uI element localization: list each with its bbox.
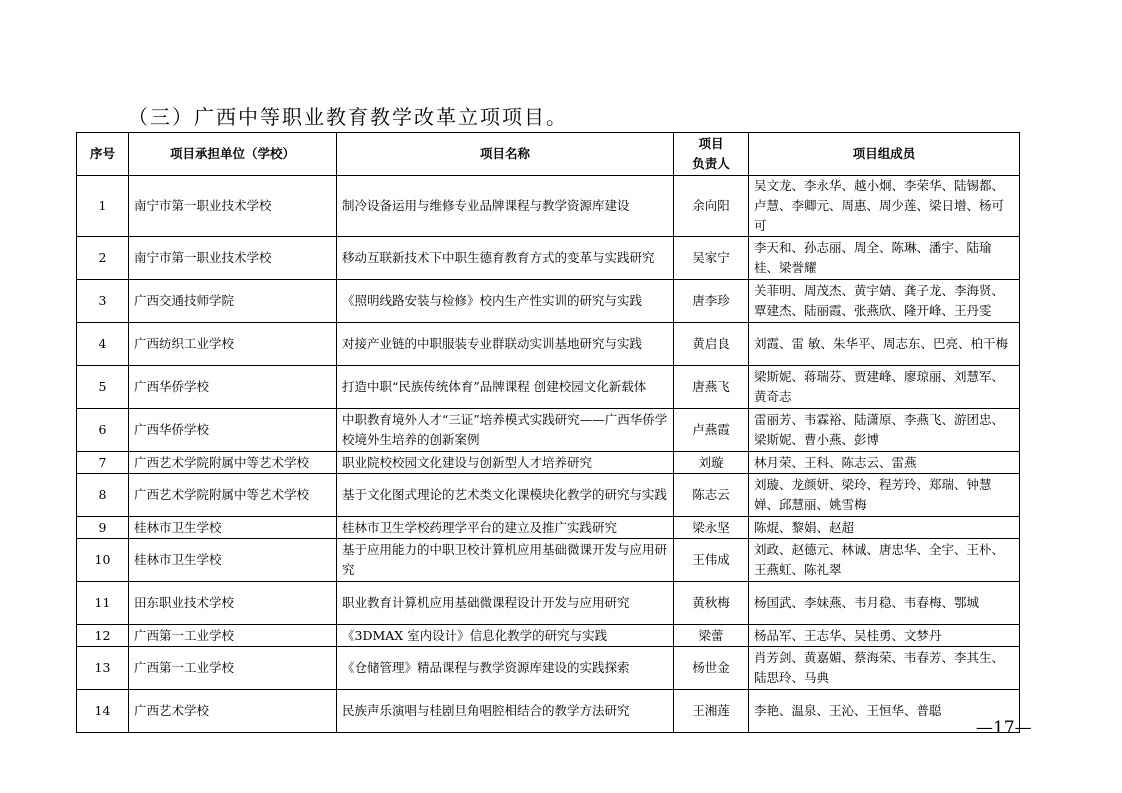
cell-members: 李艳、温泉、王沁、王恒华、普聪: [749, 690, 1020, 733]
table-row: [77, 690, 1020, 733]
cell-no: 9: [77, 517, 129, 539]
cell-no: 12: [77, 625, 129, 647]
cell-members: 刘璇、龙颜妍、梁玲、程芳玲、郑瑞、钟慧婵、邱慧丽、姚雪梅: [749, 474, 1020, 517]
cell-project-name: 对接产业链的中职服装专业群联动实训基地研究与实践: [337, 323, 674, 366]
cell-lead: 刘璇: [674, 452, 749, 474]
cell-lead: 王湘莲: [674, 690, 749, 733]
cell-school: 广西艺术学院附属中等艺术学校: [129, 474, 337, 517]
cell-school: 广西第一工业学校: [129, 647, 337, 690]
cell-lead: 唐李珍: [674, 280, 749, 323]
cell-project-name: 《照明线路安装与检修》校内生产性实训的研究与实践: [337, 280, 674, 323]
table-row: [77, 323, 1020, 366]
cell-members: 肖芳剑、黄嘉媚、蔡海荣、韦春芳、李其生、陆思玲、马典: [749, 647, 1020, 690]
cell-project-name: 基于应用能力的中职卫校计算机应用基础微课开发与应用研究: [337, 539, 674, 582]
cell-school: 广西第一工业学校: [129, 625, 337, 647]
cell-lead: 吴家宁: [674, 237, 749, 280]
header-lead-line1: 项目: [698, 136, 724, 151]
cell-members: 刘政、赵德元、林诚、唐忠华、全宇、王朴、王燕虹、陈礼翠: [749, 539, 1020, 582]
cell-project-name: 基于文化图式理论的艺术类文化课模块化教学的研究与实践: [337, 474, 674, 517]
header-lead: [674, 133, 749, 176]
cell-lead: 余向阳: [674, 176, 749, 237]
table-row: [77, 582, 1020, 625]
table-row: [77, 517, 1020, 539]
cell-school: 广西华侨学校: [129, 409, 337, 452]
table-row: [77, 280, 1020, 323]
header-no: 序号: [77, 133, 129, 176]
cell-project-name: 制冷设备运用与维修专业品牌课程与教学资源库建设: [337, 176, 674, 237]
cell-lead: 杨世金: [674, 647, 749, 690]
table-row: [77, 409, 1020, 452]
page-number: —17—: [976, 718, 1032, 738]
header-lead-line2: 负责人: [692, 156, 730, 171]
header-project-name: 项目名称: [337, 133, 674, 176]
cell-lead: 唐燕飞: [674, 366, 749, 409]
projects-table: [76, 132, 1020, 733]
cell-members: 杨品军、王志华、吴桂勇、文梦丹: [749, 625, 1020, 647]
cell-no: 8: [77, 474, 129, 517]
cell-no: 13: [77, 647, 129, 690]
table-row: [77, 452, 1020, 474]
cell-lead: 黄秋梅: [674, 582, 749, 625]
table-row: [77, 474, 1020, 517]
section-heading: （三）广西中等职业教育教学改革立项项目。: [128, 105, 568, 129]
cell-members: 关菲明、周茂杰、黄宇婧、龚子龙、李海贤、覃建杰、陆丽霞、张燕欣、隆开峰、王丹雯: [749, 280, 1020, 323]
table-row: [77, 366, 1020, 409]
cell-project-name: 打造中职“民族传统体育”品牌课程 创建校园文化新载体: [337, 366, 674, 409]
table-row: [77, 539, 1020, 582]
cell-members: 吴文龙、李永华、越小炯、李荣华、陆锡都、卢慧、李卿元、周惠、周少莲、梁日增、杨可可: [749, 176, 1020, 237]
cell-no: 11: [77, 582, 129, 625]
cell-project-name: 职业教育计算机应用基础微课程设计开发与应用研究: [337, 582, 674, 625]
table-row: [77, 176, 1020, 237]
cell-project-name: 移动互联新技术下中职生德育教育方式的变革与实践研究: [337, 237, 674, 280]
cell-no: 3: [77, 280, 129, 323]
cell-members: 李天和、孙志丽、周全、陈琳、潘宇、陆瑜桂、梁誉耀: [749, 237, 1020, 280]
cell-lead: 黄启良: [674, 323, 749, 366]
cell-school: 广西华侨学校: [129, 366, 337, 409]
cell-project-name: 《3DMAX 室内设计》信息化教学的研究与实践: [337, 625, 674, 647]
cell-school: 田东职业技术学校: [129, 582, 337, 625]
cell-members: 梁斯妮、蒋瑞芬、贾建峰、廖琼丽、刘慧军、黄奇志: [749, 366, 1020, 409]
cell-no: 10: [77, 539, 129, 582]
cell-project-name: 民族声乐演唱与桂剧旦角唱腔相结合的教学方法研究: [337, 690, 674, 733]
cell-members: 陈焜、黎娟、赵超: [749, 517, 1020, 539]
cell-no: 14: [77, 690, 129, 733]
cell-project-name: 桂林市卫生学校药理学平台的建立及推广实践研究: [337, 517, 674, 539]
cell-school: 桂林市卫生学校: [129, 539, 337, 582]
cell-no: 4: [77, 323, 129, 366]
cell-lead: 陈志云: [674, 474, 749, 517]
cell-lead: 王伟成: [674, 539, 749, 582]
cell-lead: 梁永坚: [674, 517, 749, 539]
cell-project-name: 职业院校校园文化建设与创新型人才培养研究: [337, 452, 674, 474]
cell-no: 7: [77, 452, 129, 474]
cell-members: 杨国武、李妹燕、韦月稳、韦春梅、鄂城: [749, 582, 1020, 625]
header-members: 项目组成员: [749, 133, 1020, 176]
cell-school: 广西艺术学院附属中等艺术学校: [129, 452, 337, 474]
cell-no: 5: [77, 366, 129, 409]
cell-members: 雷丽芳、韦霖裕、陆潇原、李燕飞、游团忠、梁斯妮、曹小燕、彭博: [749, 409, 1020, 452]
cell-members: 刘霞、雷 敏、朱华平、周志东、巴亮、柏干梅: [749, 323, 1020, 366]
table-row: [77, 237, 1020, 280]
cell-project-name: 《仓储管理》精品课程与教学资源库建设的实践探索: [337, 647, 674, 690]
cell-no: 1: [77, 176, 129, 237]
cell-lead: 卢燕霞: [674, 409, 749, 452]
table-row: [77, 647, 1020, 690]
table-header-row: [77, 133, 1020, 176]
cell-lead: 梁蕾: [674, 625, 749, 647]
cell-school: 广西艺术学校: [129, 690, 337, 733]
cell-members: 林月荣、王科、陈志云、雷燕: [749, 452, 1020, 474]
cell-school: 广西纺织工业学校: [129, 323, 337, 366]
cell-school: 南宁市第一职业技术学校: [129, 176, 337, 237]
cell-school: 南宁市第一职业技术学校: [129, 237, 337, 280]
cell-school: 桂林市卫生学校: [129, 517, 337, 539]
cell-no: 6: [77, 409, 129, 452]
cell-school: 广西交通技师学院: [129, 280, 337, 323]
cell-project-name: 中职教育境外人才“三证”培养模式实践研究——广西华侨学校境外生培养的创新案例: [337, 409, 674, 452]
header-school: 项目承担单位（学校）: [129, 133, 337, 176]
table-row: [77, 625, 1020, 647]
cell-no: 2: [77, 237, 129, 280]
